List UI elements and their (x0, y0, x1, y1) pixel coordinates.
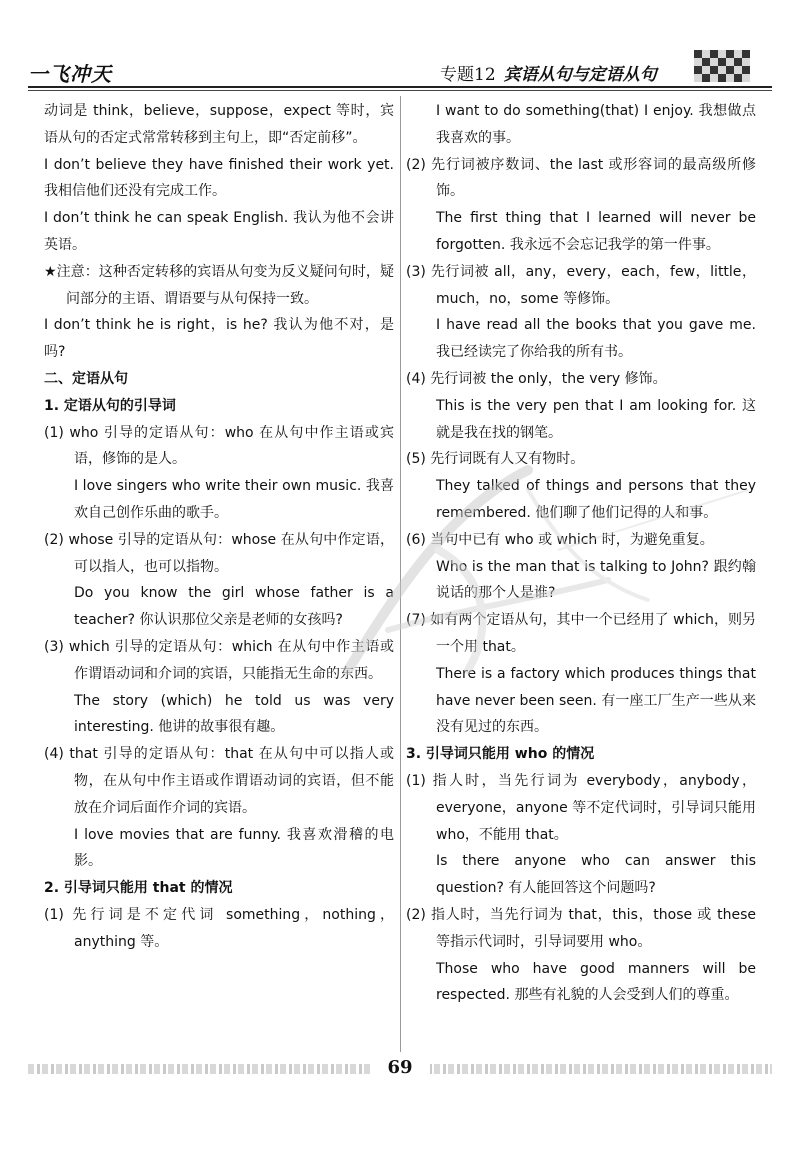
topic-number: 专题12 (440, 65, 496, 85)
example-sentence: I don’t think he is right，is he? 我认为他不对，是吗? (44, 317, 394, 361)
rule-item: (2) whose 引导的定语从句：whose 在从句中作定语，可以指人，也可以指物。 (44, 531, 394, 575)
rule-item: (1) who 引导的定语从句：who 在从句中作主语或宾语，修饰的是人。 (44, 424, 394, 468)
subsection-heading: 3. 引导词只能用 who 的情况 (406, 746, 595, 763)
example-sentence: I want to do something(that) I enjoy. 我想做点我喜欢的事。 (436, 103, 756, 146)
rule-item: (1) 先行词是不定代词 something，nothing，anything 等。 (44, 906, 394, 950)
rule-item: (2) 指人时，当先行词为 that，this，those 或 these 等指示代词时，引导词要用 who。 (406, 906, 756, 950)
right-column (406, 98, 756, 1009)
topic-title: 宾语从句与定语从句 (503, 65, 657, 85)
rule-item: (2) 先行词被序数词、the last 或形容词的最高级所修饰。 (406, 156, 756, 200)
note-paragraph: ★注意：这种否定转移的宾语从句变为反义疑问句时，疑问部分的主语、谓语要与从句保持一致。 (44, 263, 394, 307)
rule-item: (4) that 引导的定语从句：that 在从句中可以指人或物，在从句中作主语或作谓语动词的宾语，但不能放在介词后面作介词的宾语。 (44, 746, 394, 816)
example-sentence: I have read all the books that you gave me. 我已经读完了你给我的所有书。 (436, 317, 756, 361)
example-sentence: I love movies that are funny. 我喜欢滑稽的电影。 (74, 826, 394, 870)
example-sentence: The story (which) he told us was very interesting. 他讲的故事很有趣。 (74, 692, 394, 736)
example-sentence: I don’t think he can speak English. 我认为他不会讲英语。 (44, 210, 394, 253)
example-sentence: There is a factory which produces things that have never been seen. 有一座工厂生产一些从来没有见过的东西。 (436, 665, 756, 736)
rule-item: (3) which 引导的定语从句：which 在从句中作主语或作谓语动词和介词的宾语，只能指无生命的东西。 (44, 638, 394, 682)
example-sentence: Who is the man that is talking to John? 跟约翰说话的那个人是谁? (436, 558, 756, 602)
subsection-heading: 1. 定语从句的引导词 (44, 397, 176, 414)
rule-item: (7) 如有两个定语从句，其中一个已经用了 which，则另一个用 that。 (406, 612, 756, 655)
brand-logo-text: 一飞冲天 (28, 62, 112, 86)
section-heading: 二、定语从句 (44, 370, 128, 387)
paragraph: 动词是 think，believe，suppose，expect 等时，宾语从句的否定式常常转移到主句上，即“否定前移”。 (44, 103, 394, 146)
subsection-heading: 2. 引导词只能用 that 的情况 (44, 880, 233, 897)
page-number: 69 (370, 1052, 430, 1084)
example-sentence: Do you know the girl whose father is a teacher? 你认识那位父亲是老师的女孩吗? (74, 585, 394, 629)
left-column (44, 98, 394, 956)
rule-item: (4) 先行词被 the only，the very 修饰。 (406, 370, 667, 387)
header-rule (28, 86, 772, 88)
rule-item: (6) 当句中已有 who 或 which 时，为避免重复。 (406, 531, 714, 548)
rule-item: (1) 指人时，当先行词为 everybody，anybody，everyone，anyone 等不定代词时，引导词只能用 who，不能用 that。 (406, 772, 756, 843)
header-rule-thin (28, 90, 772, 91)
checker-ornament (694, 50, 750, 82)
example-sentence: Those who have good manners will be respected. 那些有礼貌的人会受到人们的尊重。 (436, 960, 756, 1004)
rule-item: (3) 先行词被 all，any，every，each，few，little，much，no，some 等修饰。 (406, 263, 756, 307)
example-sentence: They talked of things and persons that they remembered. 他们聊了他们记得的人和事。 (436, 478, 756, 521)
example-sentence: I love singers who write their own music. 我喜欢自己创作乐曲的歌手。 (74, 478, 394, 521)
example-sentence: The first thing that I learned will never be forgotten. 我永远不会忘记我学的第一件事。 (436, 210, 756, 253)
rule-item: (5) 先行词既有人又有物时。 (406, 451, 585, 468)
example-sentence: Is there anyone who can answer this question? 有人能回答这个问题吗? (436, 853, 756, 897)
topic-heading (440, 60, 657, 85)
column-divider (400, 96, 401, 1056)
example-sentence: This is the very pen that I am looking for. 这就是我在找的钢笔。 (436, 397, 756, 441)
example-sentence: I don’t believe they have finished their work yet. 我相信他们还没有完成工作。 (44, 156, 394, 200)
